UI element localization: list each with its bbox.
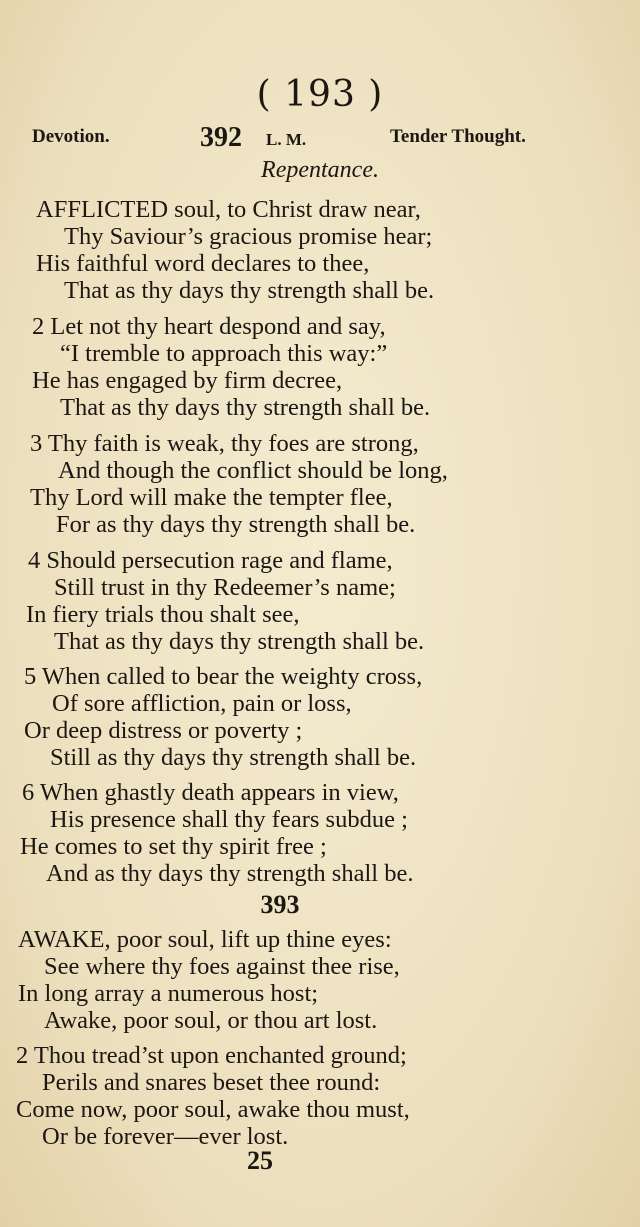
verse-line: “I tremble to approach this way:” — [60, 340, 388, 367]
verse-line: In fiery trials thou shalt see, — [26, 601, 300, 628]
hymn-subject: Repentance. — [261, 157, 379, 183]
verse-line: Perils and snares beset thee round: — [42, 1069, 381, 1096]
verse-line: Or deep distress or poverty ; — [24, 717, 303, 744]
hymn-number-393: 393 — [260, 890, 300, 919]
verse-line: Still trust in thy Redeemer’s name; — [54, 574, 396, 601]
verse-line: Come now, poor soul, awake thou must, — [16, 1096, 410, 1123]
verse-line: Or be forever—ever lost. — [42, 1123, 289, 1150]
verse-line: 3 Thy faith is weak, thy foes are strong, — [30, 430, 419, 457]
verse-line: He comes to set thy spirit free ; — [20, 833, 327, 860]
verse-line: AWAKE, poor soul, lift up thine eyes: — [18, 926, 392, 953]
verse-line: 2 Thou tread’st upon enchanted ground; — [16, 1042, 407, 1069]
page-number: ( 193 ) — [256, 74, 384, 115]
verse-line: In long array a numerous host; — [18, 980, 319, 1007]
verse-line: Awake, poor soul, or thou art lost. — [44, 1007, 378, 1034]
verse-line: That as thy days thy strength shall be. — [54, 628, 425, 655]
tune-name: Tender Thought. — [390, 126, 526, 147]
verse-line: 2 Let not thy heart despond and say, — [32, 313, 386, 340]
verse-line: See where thy foes against thee rise, — [44, 953, 400, 980]
verse-line: 5 When called to bear the weighty cross, — [24, 663, 423, 690]
hymn-category: Devotion. — [32, 126, 110, 147]
verse-line: That as thy days thy strength shall be. — [64, 277, 435, 304]
verse-line: Thy Lord will make the tempter flee, — [30, 484, 393, 511]
verse-line: His presence shall thy fears subdue ; — [50, 806, 408, 833]
verse-line: He has engaged by firm decree, — [32, 367, 343, 394]
verse-line: Of sore affliction, pain or loss, — [52, 690, 352, 717]
hymn-number: 392 — [200, 122, 242, 153]
verse-line: Thy Saviour’s gracious promise hear; — [64, 223, 433, 250]
verse-line: And though the conflict should be long, — [58, 457, 448, 484]
verse-line: Still as thy days thy strength shall be. — [50, 744, 417, 771]
verse-line: AFFLICTED soul, to Christ draw near, — [36, 196, 421, 223]
verse-line: That as thy days thy strength shall be. — [60, 394, 431, 421]
verse-line: For as thy days thy strength shall be. — [56, 511, 416, 538]
signature-mark: 25 — [247, 1146, 273, 1175]
hymn-meter: L. M. — [266, 130, 307, 149]
verse-line: And as thy days thy strength shall be. — [46, 860, 414, 887]
verse-line: His faithful word declares to thee, — [36, 250, 370, 277]
verse-line: 6 When ghastly death appears in view, — [22, 779, 399, 806]
verse-line: 4 Should persecution rage and flame, — [28, 547, 393, 574]
